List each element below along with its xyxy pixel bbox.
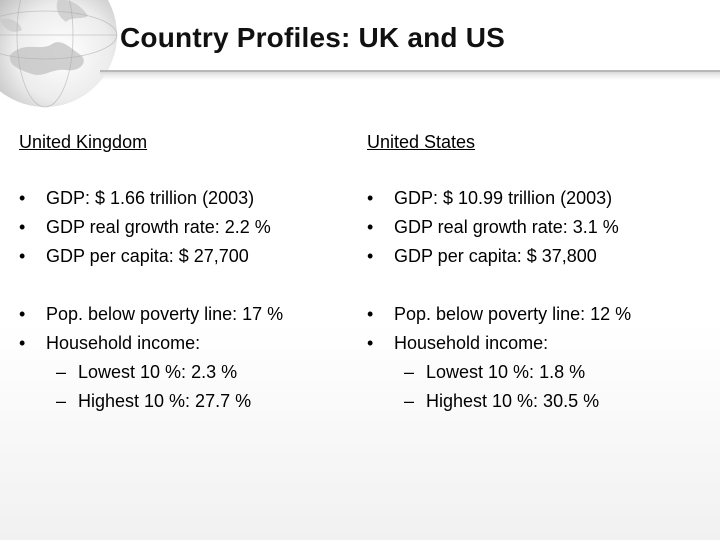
list-item xyxy=(19,303,349,332)
sub-list-item-text: Highest 10 %: 27.7 % xyxy=(78,391,252,411)
sub-list-item xyxy=(19,390,349,419)
list-item xyxy=(19,216,349,245)
list-item xyxy=(367,187,697,216)
sub-list-item-text: Lowest 10 %: 2.3 % xyxy=(78,362,238,382)
list-item-text: Pop. below poverty line: 12 % xyxy=(394,304,632,324)
bullet: • xyxy=(19,333,26,353)
sub-list-item-text: Highest 10 %: 30.5 % xyxy=(426,391,600,411)
list-item-text: GDP per capita: $ 37,800 xyxy=(394,246,597,266)
bullet: • xyxy=(19,304,26,324)
list-item-text: GDP real growth rate: 2.2 % xyxy=(46,217,271,237)
bullet: • xyxy=(367,333,374,353)
title-divider xyxy=(100,70,720,72)
dash: – xyxy=(404,362,415,382)
bullet: • xyxy=(19,217,26,237)
us-heading: United States xyxy=(367,132,476,152)
sub-list-item xyxy=(367,390,697,419)
us-social-list xyxy=(367,303,697,419)
uk-economy-list xyxy=(19,187,349,274)
list-item xyxy=(19,332,349,361)
slide-title: Country Profiles: UK and US xyxy=(120,22,505,53)
list-item xyxy=(367,245,697,274)
list-item xyxy=(19,245,349,274)
uk-heading: United Kingdom xyxy=(19,132,148,152)
globe-icon xyxy=(0,0,120,110)
dash: – xyxy=(56,391,67,411)
list-item xyxy=(19,187,349,216)
bullet: • xyxy=(19,246,26,266)
list-item-text: Household income: xyxy=(394,333,549,353)
list-item xyxy=(367,332,697,361)
list-item-text: GDP: $ 10.99 trillion (2003) xyxy=(394,188,613,208)
bullet: • xyxy=(367,246,374,266)
uk-social-list xyxy=(19,303,349,419)
us-economy-list xyxy=(367,187,697,274)
sub-list-item xyxy=(367,361,697,390)
dash: – xyxy=(404,391,415,411)
list-item-text: Pop. below poverty line: 17 % xyxy=(46,304,284,324)
bullet: • xyxy=(19,188,26,208)
bullet: • xyxy=(367,304,374,324)
sub-list-item-text: Lowest 10 %: 1.8 % xyxy=(426,362,586,382)
list-item-text: GDP: $ 1.66 trillion (2003) xyxy=(46,188,255,208)
list-item-text: Household income: xyxy=(46,333,201,353)
us-column xyxy=(367,131,697,419)
list-item-text: GDP real growth rate: 3.1 % xyxy=(394,217,619,237)
list-item-text: GDP per capita: $ 27,700 xyxy=(46,246,249,266)
bullet: • xyxy=(367,217,374,237)
list-item xyxy=(367,216,697,245)
bullet: • xyxy=(367,188,374,208)
uk-column xyxy=(19,131,349,419)
list-item xyxy=(367,303,697,332)
dash: – xyxy=(56,362,67,382)
sub-list-item xyxy=(19,361,349,390)
